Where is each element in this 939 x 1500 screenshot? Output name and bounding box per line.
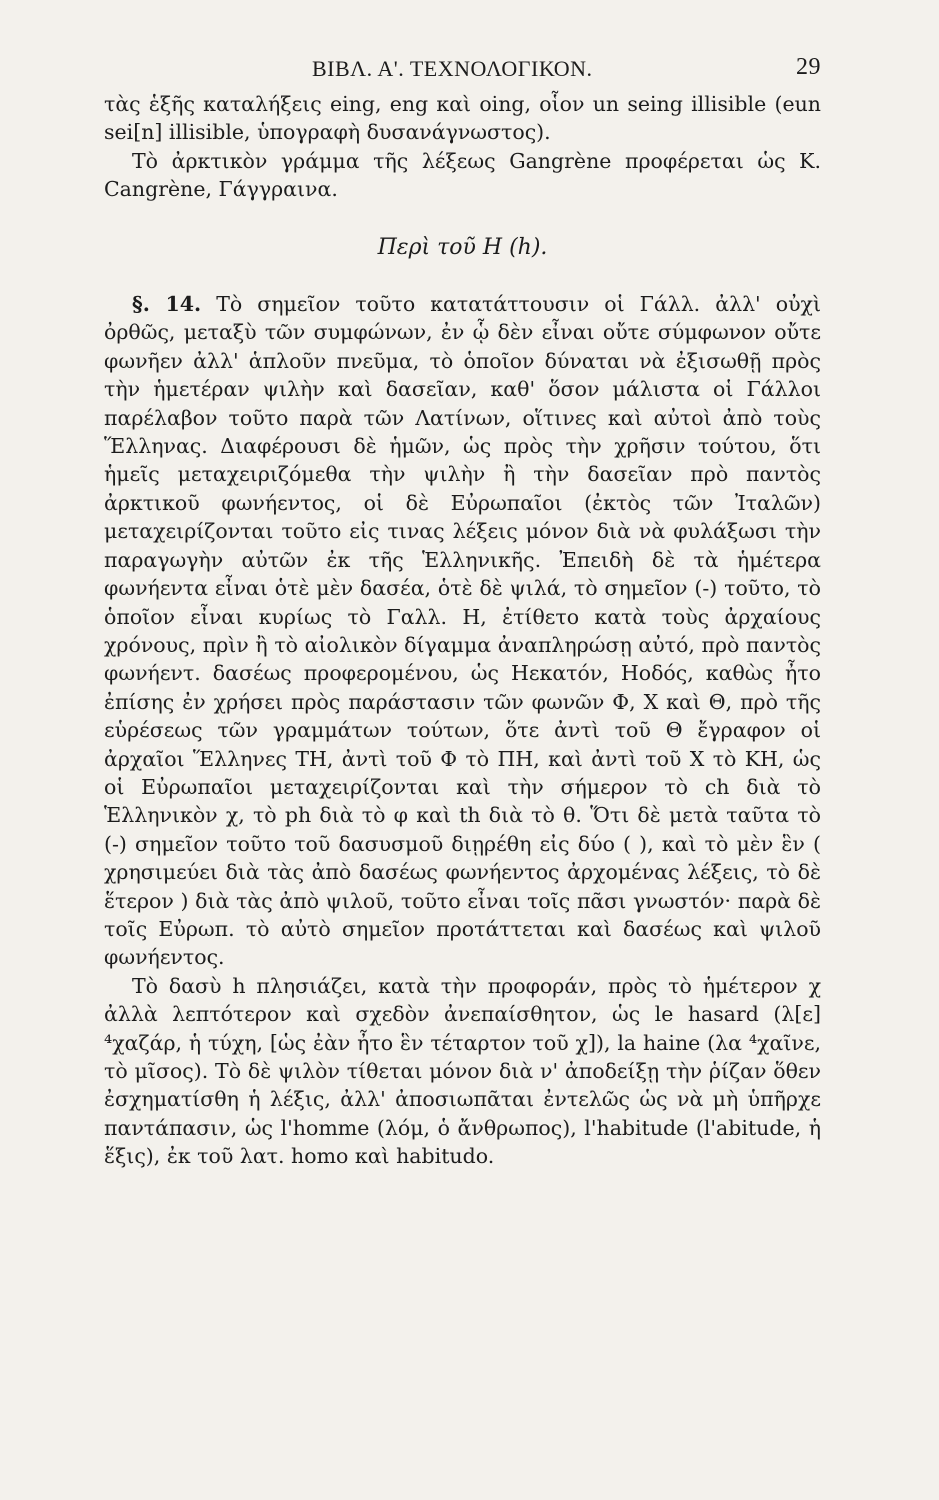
running-title: ΒΙΒΛ. Α'. ΤΕΧΝΟΛΟΓΙΚΟΝ. <box>312 56 593 81</box>
paragraph-2: Τὸ ἀρκτικὸν γράμμα τῆς λέξεως Gangrène προφέρεται ὡς Κ. Cangrène, Γάγγραινα. <box>104 148 821 202</box>
section-heading: Περὶ τοῦ Η (h). <box>377 234 548 260</box>
section-body: Τὸ σημεῖον τοῦτο κατατάττουσιν οἱ Γάλλ. ἀλλ' οὐχὶ ὀρθῶς, μεταξὺ τῶν συμφώνων, ἐν ᾧ δὲν εἶναι οὔτε σύμφωνον οὔτε φωνῆεν ἀλλ' ἁπλοῦν πνεῦμα, τὸ ὁποῖον δύναται νὰ ἐξισωθῇ πρὸς τὴν ἡμετέραν ψιλὴν καὶ δασεῖαν, καθ' ὅσον μάλιστα οἱ Γάλλοι παρέλαβον τοῦτο παρὰ τῶν Λατίνων, οἵτινες καὶ αὐτοὶ ἀπὸ τοὺς Ἕλληνας. Διαφέρουσι δὲ ἡμῶν, ὡς πρὸς τὴν χρῆσιν τούτου, ὅτι ἡμεῖς μεταχειριζόμεθα τὴν ψιλὴν ἢ τὴν δασεῖαν πρὸ παντὸς ἀρκτικοῦ φωνήεντος, οἱ δὲ Εὐρωπαῖοι (ἐκτὸς τῶν Ἰταλῶν) μεταχειρίζονται τοῦτο εἰς τινας λέξεις μόνον διὰ νὰ φυλάξωσι τὴν παραγωγὴν αὐτῶν ἐκ τῆς Ἑλληνικῆς. Ἐπειδὴ δὲ τὰ ἡμέτερα φωνήεντα εἶναι ὁτὲ μὲν δασέα, ὁτὲ δὲ ψιλά, τὸ σημεῖον (-) τοῦτο, τὸ ὁποῖον εἶναι κυρίως τὸ Γαλλ. Η, ἐτίθετο κατὰ τοὺς ἀρχαίους χρόνους, πρὶν ἢ τὸ αἰολικὸν δίγαμμα ἀναπληρώσῃ αὐτό, πρὸ παντὸς φωνήεντ. δασέως προφερομένου, ὡς Ηεκατόν, Ηοδός, καθὼς ἦτο ἐπίσης ἐν χρήσει πρὸς παράστασιν τῶν φωνῶν Φ, Χ καὶ Θ, πρὸ τῆς εὑρέσεως τῶν γραμμάτων τούτων, ὅτε ἀντὶ τοῦ Θ ἔγραφον οἱ ἀρχαῖοι Ἕλληνες ΤΗ, ἀντὶ τοῦ Φ τὸ ΠΗ, καὶ ἀντὶ τοῦ Χ τὸ ΚΗ, ὡς οἱ Εὐρωπαῖοι μεταχειρίζονται καὶ τὴν σήμερον τὸ ch διὰ τὸ Ἑλληνικὸν χ, τὸ ph διὰ τὸ φ καὶ th διὰ τὸ θ. Ὅτι δὲ μετὰ ταῦτα τὸ (-) σημεῖον τοῦτο τοῦ δασυσμοῦ διῃρέθη εἰς δύο ( ), καὶ τὸ μὲν ἓν ( χρησιμεύει διὰ τὰς ἀπὸ δασέως φωνήεντος ἀρχομένας λέξεις, τὸ δὲ ἕτερον ) διὰ τὰς ἀπὸ ψιλοῦ, τοῦτο εἶναι τοῖς πᾶσι γνωστόν· παρὰ δὲ τοῖς Εὐρωπ. τὸ αὐτὸ σημεῖον προτάττεται καὶ δασέως καὶ ψιλοῦ φωνήεντος. <box>104 292 821 970</box>
body-text <box>104 90 821 1171</box>
paragraph-1: τὰς ἑξῆς καταλήξεις eing, eng καὶ oing, οἷον un seing illisible (eun sei[n] illisible, ὑπογραφὴ δυσανάγνωστος). <box>104 92 821 145</box>
section-paragraph <box>104 290 821 972</box>
running-header <box>104 50 821 90</box>
section-number: §. 14. <box>132 292 202 317</box>
paragraph-3: Τὸ δασὺ h πλησιάζει, κατὰ τὴν προφοράν, πρὸς τὸ ἡμέτερον χ ἀλλὰ λεπτότερον καὶ σχεδὸν ἀνεπαίσθητον, ὡς le hasard (λ[ε] ⁴χαζάρ, ἡ τύχη, [ὡς ἐὰν ἦτο ἓν τέταρτον τοῦ χ]), la haine (λα ⁴χαῖνε, τὸ μῖσος). Τὸ δὲ ψιλὸν τίθεται μόνον διὰ ν' ἀποδείξῃ τὴν ῥίζαν ὅθεν ἐσχηματίσθη ἡ λέξις, ἀλλ' ἀποσιωπᾶται ἐντελῶς ὡς νὰ μὴ ὑπῆρχε παντάπασιν, ὡς l'homme (λόμ, ὁ ἄνθρωπος), l'habitude (l'abitude, ἡ ἕξις), ἐκ τοῦ λατ. homo καὶ habitudo. <box>104 973 821 1169</box>
page-number: 29 <box>796 54 821 80</box>
